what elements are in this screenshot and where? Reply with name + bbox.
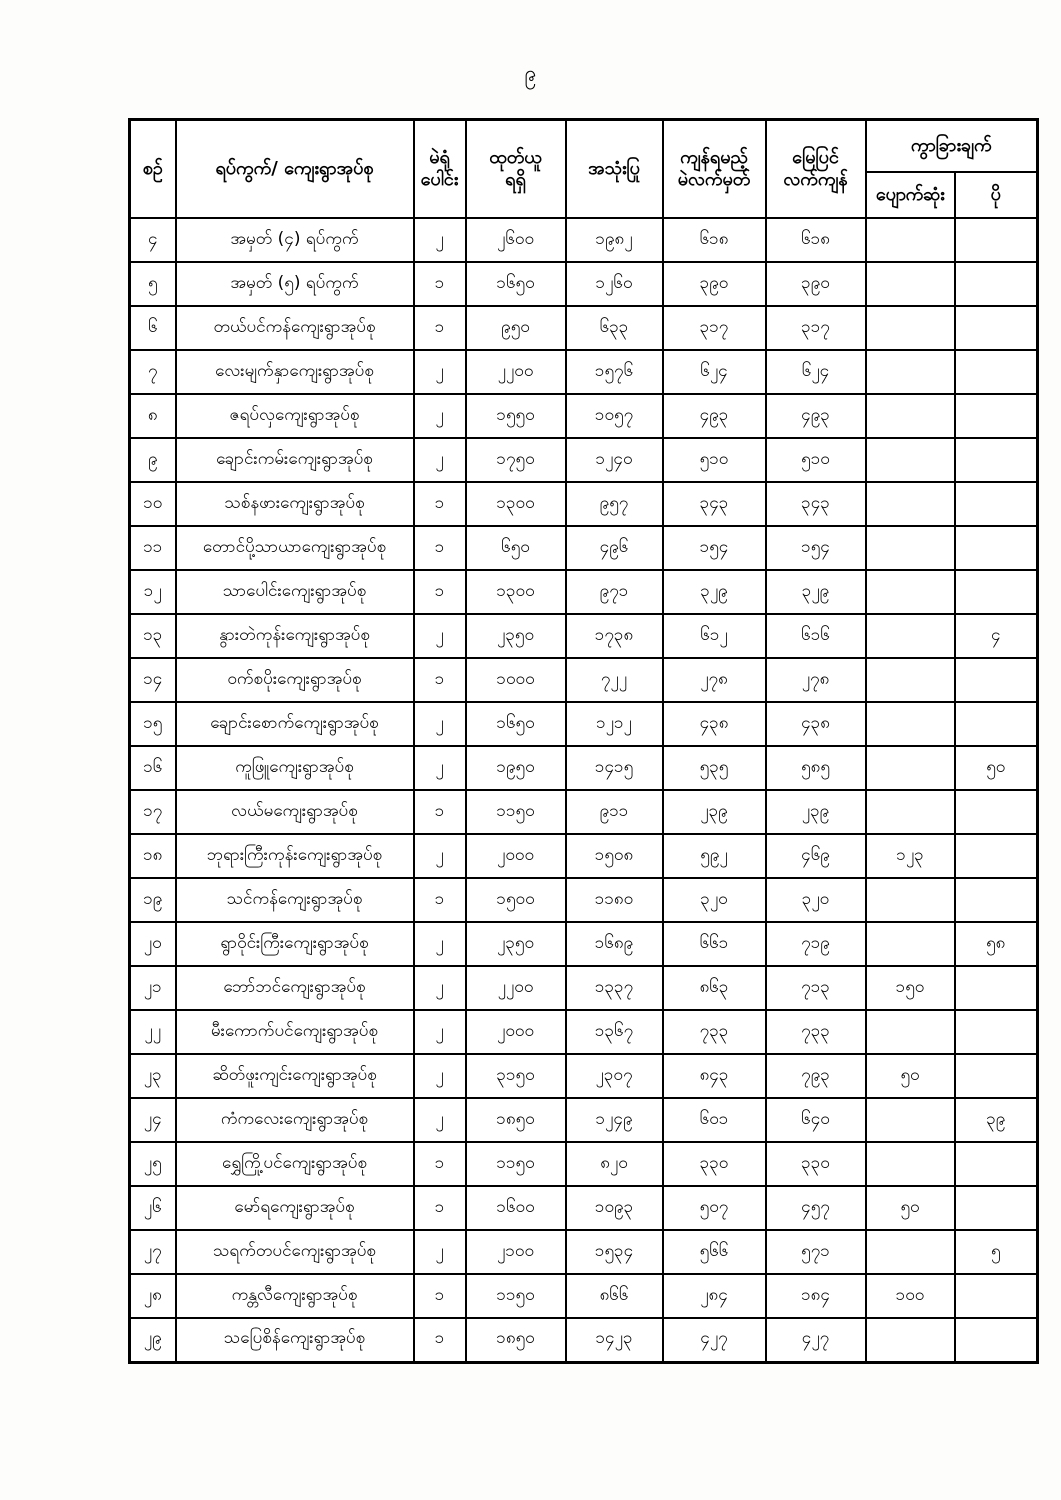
- cell-polling-stations: ၁: [414, 570, 466, 614]
- cell-ground-remaining: ၄၂၇: [766, 1318, 866, 1362]
- cell-polling-stations: ၂: [414, 438, 466, 482]
- cell-received: ၁၆၅၀: [466, 702, 566, 746]
- cell-lost: [866, 306, 955, 350]
- cell-used: ၁၂၁၂: [566, 702, 663, 746]
- cell-serial-no: ၂၂: [130, 1010, 176, 1054]
- cell-ground-remaining: ၆၁၆: [766, 614, 866, 658]
- cell-extra: [955, 218, 1038, 262]
- cell-ground-remaining: ၂၇၈: [766, 658, 866, 702]
- cell-polling-stations: ၂: [414, 614, 466, 658]
- cell-ward-village-name: နွားတဲကုန်းကျေးရွာအုပ်စု: [176, 614, 414, 658]
- header-expected-remaining: [663, 120, 766, 219]
- cell-received: ၂၂၀၀: [466, 350, 566, 394]
- table-header: [130, 120, 1038, 219]
- cell-received: ၉၅၀: [466, 306, 566, 350]
- cell-used: ၁၅၃၄: [566, 1230, 663, 1274]
- cell-ground-remaining: ၆၄၀: [766, 1098, 866, 1142]
- cell-used: ၉၅၇: [566, 482, 663, 526]
- cell-used: ၁၅၀၈: [566, 834, 663, 878]
- cell-used: ၈၂၀: [566, 1142, 663, 1186]
- cell-used: ၉၁၁: [566, 790, 663, 834]
- cell-extra: [955, 702, 1038, 746]
- table-row: [130, 1054, 1038, 1098]
- cell-extra: ၅၈: [955, 922, 1038, 966]
- cell-ground-remaining: ၇၁၉: [766, 922, 866, 966]
- cell-ground-remaining: ၃၂၉: [766, 570, 866, 614]
- cell-serial-no: ၁၅: [130, 702, 176, 746]
- cell-lost: ၅၀: [866, 1054, 955, 1098]
- cell-ward-village-name: ဆိတ်ဖူးကျင်းကျေးရွာအုပ်စု: [176, 1054, 414, 1098]
- cell-extra: [955, 262, 1038, 306]
- cell-serial-no: ၁၀: [130, 482, 176, 526]
- cell-ward-village-name: ကူဖြူကျေးရွာအုပ်စု: [176, 746, 414, 790]
- cell-expected-remaining: ၅၃၅: [663, 746, 766, 790]
- cell-lost: [866, 614, 955, 658]
- cell-expected-remaining: ၅၀၇: [663, 1186, 766, 1230]
- cell-lost: [866, 438, 955, 482]
- cell-used: ၁၄၂၃: [566, 1318, 663, 1362]
- cell-used: ၉၇၁: [566, 570, 663, 614]
- header-polling-stations-line2: ပေါင်း: [420, 169, 459, 190]
- cell-used: ၁၀၉၃: [566, 1186, 663, 1230]
- table-row: [130, 1186, 1038, 1230]
- cell-serial-no: ၂၁: [130, 966, 176, 1010]
- header-used: အသုံးပြု: [566, 120, 663, 219]
- cell-lost: [866, 1010, 955, 1054]
- cell-serial-no: ၂၉: [130, 1318, 176, 1362]
- cell-extra: [955, 1054, 1038, 1098]
- cell-polling-stations: ၁: [414, 526, 466, 570]
- cell-ward-village-name: လယ်မကျေးရွာအုပ်စု: [176, 790, 414, 834]
- cell-received: ၂၃၅၀: [466, 614, 566, 658]
- cell-extra: [955, 526, 1038, 570]
- cell-used: ၁၇၃၈: [566, 614, 663, 658]
- cell-extra: [955, 1318, 1038, 1362]
- cell-serial-no: ၉: [130, 438, 176, 482]
- cell-received: ၆၅၀: [466, 526, 566, 570]
- cell-lost: [866, 658, 955, 702]
- cell-extra: [955, 350, 1038, 394]
- cell-extra: [955, 790, 1038, 834]
- cell-serial-no: ၁၄: [130, 658, 176, 702]
- cell-serial-no: ၂၄: [130, 1098, 176, 1142]
- cell-ward-village-name: တောင်ပို့သာယာကျေးရွာအုပ်စု: [176, 526, 414, 570]
- cell-lost: ၁၅၀: [866, 966, 955, 1010]
- cell-received: ၂၂၀၀: [466, 966, 566, 1010]
- cell-lost: [866, 878, 955, 922]
- table-row: [130, 438, 1038, 482]
- cell-lost: [866, 746, 955, 790]
- header-polling-stations-line1: မဲရုံ: [429, 147, 450, 169]
- cell-ward-village-name: သစ်နဖားကျေးရွာအုပ်စု: [176, 482, 414, 526]
- cell-ground-remaining: ၇၃၃: [766, 1010, 866, 1054]
- cell-ward-village-name: မော်ရကျေးရွာအုပ်စု: [176, 1186, 414, 1230]
- cell-extra: [955, 1142, 1038, 1186]
- cell-expected-remaining: ၅၉၂: [663, 834, 766, 878]
- cell-polling-stations: ၂: [414, 702, 466, 746]
- cell-ground-remaining: ၄၆၉: [766, 834, 866, 878]
- cell-expected-remaining: ၄၉၃: [663, 394, 766, 438]
- cell-serial-no: ၅: [130, 262, 176, 306]
- cell-ground-remaining: ၅၈၅: [766, 746, 866, 790]
- cell-ward-village-name: သရက်တပင်ကျေးရွာအုပ်စု: [176, 1230, 414, 1274]
- cell-polling-stations: ၁: [414, 306, 466, 350]
- cell-expected-remaining: ၁၅၄: [663, 526, 766, 570]
- cell-serial-no: ၂၈: [130, 1274, 176, 1318]
- cell-ground-remaining: ၃၃၀: [766, 1142, 866, 1186]
- cell-received: ၁၈၅၀: [466, 1098, 566, 1142]
- cell-used: ၁၆၈၉: [566, 922, 663, 966]
- cell-expected-remaining: ၃၂၉: [663, 570, 766, 614]
- cell-extra: [955, 570, 1038, 614]
- cell-ground-remaining: ၃၁၇: [766, 306, 866, 350]
- cell-used: ၆၃၃: [566, 306, 663, 350]
- header-expected-remaining-line2: မဲလက်မှတ်: [677, 169, 751, 190]
- table-row: [130, 218, 1038, 262]
- table-row: [130, 834, 1038, 878]
- cell-polling-stations: ၁: [414, 262, 466, 306]
- table-row: [130, 526, 1038, 570]
- cell-used: ၁၂၆၀: [566, 262, 663, 306]
- cell-received: ၂၁၀၀: [466, 1230, 566, 1274]
- cell-received: ၁၀၀၀: [466, 658, 566, 702]
- cell-polling-stations: ၁: [414, 1318, 466, 1362]
- cell-received: ၁၁၅၀: [466, 1274, 566, 1318]
- cell-expected-remaining: ၇၃၃: [663, 1010, 766, 1054]
- cell-ground-remaining: ၆၁၈: [766, 218, 866, 262]
- cell-received: ၁၃၀၀: [466, 570, 566, 614]
- cell-ward-village-name: ရွှေကြို့ပင်ကျေးရွာအုပ်စု: [176, 1142, 414, 1186]
- cell-ward-village-name: ဘုရားကြီးကုန်းကျေးရွာအုပ်စု: [176, 834, 414, 878]
- cell-expected-remaining: ၅၁၀: [663, 438, 766, 482]
- cell-ward-village-name: သင်ကန်ကျေးရွာအုပ်စု: [176, 878, 414, 922]
- cell-extra: [955, 306, 1038, 350]
- table-row: [130, 262, 1038, 306]
- cell-extra: [955, 834, 1038, 878]
- cell-lost: ၁၂၃: [866, 834, 955, 878]
- cell-lost: [866, 350, 955, 394]
- cell-received: ၂၀၀၀: [466, 834, 566, 878]
- table-row: [130, 1230, 1038, 1274]
- header-received-line2: ရရှိ: [505, 169, 526, 190]
- cell-ward-village-name: ကန္တလီကျေးရွာအုပ်စု: [176, 1274, 414, 1318]
- table-row: [130, 1010, 1038, 1054]
- cell-extra: [955, 438, 1038, 482]
- cell-received: ၁၆၀၀: [466, 1186, 566, 1230]
- cell-expected-remaining: ၆၂၄: [663, 350, 766, 394]
- cell-lost: [866, 1318, 955, 1362]
- cell-extra: ၅: [955, 1230, 1038, 1274]
- cell-ground-remaining: ၆၂၄: [766, 350, 866, 394]
- cell-received: ၁၉၅၀: [466, 746, 566, 790]
- cell-extra: [955, 394, 1038, 438]
- cell-expected-remaining: ၄၃၈: [663, 702, 766, 746]
- cell-used: ၂၃၀၇: [566, 1054, 663, 1098]
- cell-ground-remaining: ၃၂၀: [766, 878, 866, 922]
- header-extra: ပို: [955, 172, 1038, 218]
- table-row: [130, 570, 1038, 614]
- cell-lost: [866, 790, 955, 834]
- cell-ward-village-name: ချောင်းကမ်းကျေးရွာအုပ်စု: [176, 438, 414, 482]
- cell-polling-stations: ၁: [414, 878, 466, 922]
- cell-ward-village-name: ဝက်စပိုးကျေးရွာအုပ်စု: [176, 658, 414, 702]
- cell-expected-remaining: ၅၆၆: [663, 1230, 766, 1274]
- page-number: ၉: [524, 61, 537, 85]
- cell-serial-no: ၈: [130, 394, 176, 438]
- table-row: [130, 350, 1038, 394]
- cell-used: ၁၃၃၇: [566, 966, 663, 1010]
- cell-received: ၁၆၅၀: [466, 262, 566, 306]
- cell-ward-village-name: သာပေါင်းကျေးရွာအုပ်စု: [176, 570, 414, 614]
- cell-lost: [866, 922, 955, 966]
- cell-lost: [866, 262, 955, 306]
- cell-extra: ၃၉: [955, 1098, 1038, 1142]
- cell-used: ၄၉၆: [566, 526, 663, 570]
- header-polling-stations: [414, 120, 466, 219]
- cell-ground-remaining: ၅၇၁: [766, 1230, 866, 1274]
- cell-extra: [955, 966, 1038, 1010]
- cell-extra: [955, 482, 1038, 526]
- cell-lost: [866, 394, 955, 438]
- table-row: [130, 790, 1038, 834]
- cell-polling-stations: ၁: [414, 790, 466, 834]
- cell-serial-no: ၁၇: [130, 790, 176, 834]
- cell-used: ၁၂၄၀: [566, 438, 663, 482]
- cell-used: ၁၂၄၉: [566, 1098, 663, 1142]
- cell-used: ၁၉၈၂: [566, 218, 663, 262]
- header-ground-remaining-line2: လက်ကျန်: [783, 169, 848, 190]
- header-lost: ပျောက်ဆုံး: [866, 172, 955, 218]
- header-serial-no: စဉ်: [130, 120, 176, 219]
- cell-expected-remaining: ၈၄၃: [663, 1054, 766, 1098]
- cell-polling-stations: ၁: [414, 1186, 466, 1230]
- cell-ward-village-name: ဘော်ဘင်ကျေးရွာအုပ်စု: [176, 966, 414, 1010]
- cell-serial-no: ၂၆: [130, 1186, 176, 1230]
- cell-received: ၁၃၀၀: [466, 482, 566, 526]
- cell-ground-remaining: ၄၉၃: [766, 394, 866, 438]
- cell-used: ၈၆၆: [566, 1274, 663, 1318]
- cell-ward-village-name: တယ်ပင်ကန်ကျေးရွာအုပ်စု: [176, 306, 414, 350]
- cell-polling-stations: ၂: [414, 746, 466, 790]
- cell-polling-stations: ၂: [414, 350, 466, 394]
- cell-serial-no: ၁၁: [130, 526, 176, 570]
- cell-polling-stations: ၁: [414, 658, 466, 702]
- header-difference: ကွာခြားချက်: [866, 120, 1038, 173]
- cell-serial-no: ၁၉: [130, 878, 176, 922]
- cell-lost: ၅၀: [866, 1186, 955, 1230]
- cell-polling-stations: ၂: [414, 394, 466, 438]
- table-row: [130, 746, 1038, 790]
- cell-lost: [866, 1098, 955, 1142]
- cell-expected-remaining: ၃၂၀: [663, 878, 766, 922]
- table-row: [130, 394, 1038, 438]
- cell-expected-remaining: ၆၀၁: [663, 1098, 766, 1142]
- cell-polling-stations: ၂: [414, 922, 466, 966]
- cell-used: ၁၃၆၇: [566, 1010, 663, 1054]
- cell-polling-stations: ၂: [414, 218, 466, 262]
- cell-extra: [955, 658, 1038, 702]
- cell-lost: [866, 482, 955, 526]
- cell-lost: [866, 1142, 955, 1186]
- cell-extra: ၅၀: [955, 746, 1038, 790]
- cell-serial-no: ၁၃: [130, 614, 176, 658]
- cell-polling-stations: ၂: [414, 834, 466, 878]
- table-row: [130, 1318, 1038, 1362]
- cell-ground-remaining: ၂၃၉: [766, 790, 866, 834]
- cell-polling-stations: ၂: [414, 1098, 466, 1142]
- cell-serial-no: ၁၂: [130, 570, 176, 614]
- cell-ward-village-name: သပြေစိန်ကျေးရွာအုပ်စု: [176, 1318, 414, 1362]
- cell-received: ၂၀၀၀: [466, 1010, 566, 1054]
- table-row: [130, 702, 1038, 746]
- cell-polling-stations: ၁: [414, 1274, 466, 1318]
- cell-ground-remaining: ၇၉၃: [766, 1054, 866, 1098]
- cell-serial-no: ၄: [130, 218, 176, 262]
- table-row: [130, 658, 1038, 702]
- cell-ward-village-name: လေးမျက်နှာကျေးရွာအုပ်စု: [176, 350, 414, 394]
- cell-used: ၇၂၂: [566, 658, 663, 702]
- cell-used: ၁၅၇၆: [566, 350, 663, 394]
- table-row: [130, 614, 1038, 658]
- cell-lost: [866, 570, 955, 614]
- cell-serial-no: ၂၇: [130, 1230, 176, 1274]
- cell-serial-no: ၇: [130, 350, 176, 394]
- table-body: [130, 218, 1038, 1362]
- cell-polling-stations: ၁: [414, 482, 466, 526]
- table-row: [130, 1142, 1038, 1186]
- table-row: [130, 878, 1038, 922]
- cell-ground-remaining: ၇၁၃: [766, 966, 866, 1010]
- cell-expected-remaining: ၃၉၀: [663, 262, 766, 306]
- table-row: [130, 1274, 1038, 1318]
- cell-lost: [866, 218, 955, 262]
- cell-expected-remaining: ၂၇၈: [663, 658, 766, 702]
- cell-ward-village-name: ရွာဝိုင်းကြီးကျေးရွာအုပ်စု: [176, 922, 414, 966]
- cell-ward-village-name: ချောင်းစောက်ကျေးရွာအုပ်စု: [176, 702, 414, 746]
- cell-expected-remaining: ၆၁၂: [663, 614, 766, 658]
- table-row: [130, 922, 1038, 966]
- cell-ward-village-name: ကံကလေးကျေးရွာအုပ်စု: [176, 1098, 414, 1142]
- cell-ward-village-name: မီးကောက်ပင်ကျေးရွာအုပ်စု: [176, 1010, 414, 1054]
- cell-expected-remaining: ၃၃၀: [663, 1142, 766, 1186]
- table-row: [130, 1098, 1038, 1142]
- cell-serial-no: ၂၃: [130, 1054, 176, 1098]
- cell-polling-stations: ၂: [414, 1054, 466, 1098]
- header-received: [466, 120, 566, 219]
- cell-polling-stations: ၂: [414, 966, 466, 1010]
- cell-lost: [866, 702, 955, 746]
- cell-serial-no: ၂၀: [130, 922, 176, 966]
- ballot-accounting-table: [128, 118, 1039, 1364]
- cell-extra: [955, 878, 1038, 922]
- cell-expected-remaining: ၃၄၃: [663, 482, 766, 526]
- cell-expected-remaining: ၄၂၇: [663, 1318, 766, 1362]
- cell-lost: [866, 1230, 955, 1274]
- cell-ground-remaining: ၁၈၄: [766, 1274, 866, 1318]
- header-ground-remaining-line1: မြေပြင်: [792, 147, 839, 169]
- table-row: [130, 306, 1038, 350]
- cell-ward-village-name: ဇရပ်လှကျေးရွာအုပ်စု: [176, 394, 414, 438]
- cell-expected-remaining: ၃၁၇: [663, 306, 766, 350]
- cell-received: ၂၃၅၀: [466, 922, 566, 966]
- cell-ward-village-name: အမှတ် (၄) ရပ်ကွက်: [176, 218, 414, 262]
- cell-received: ၁၁၅၀: [466, 1142, 566, 1186]
- cell-polling-stations: ၁: [414, 1142, 466, 1186]
- cell-ward-village-name: အမှတ် (၅) ရပ်ကွက်: [176, 262, 414, 306]
- cell-ground-remaining: ၄၃၈: [766, 702, 866, 746]
- cell-lost: [866, 526, 955, 570]
- cell-received: ၃၁၅၀: [466, 1054, 566, 1098]
- cell-extra: ၄: [955, 614, 1038, 658]
- cell-expected-remaining: ၂၃၉: [663, 790, 766, 834]
- cell-ground-remaining: ၅၁၀: [766, 438, 866, 482]
- header-ground-remaining: [766, 120, 866, 219]
- header-ward-village: ရပ်ကွက်/ ကျေးရွာအုပ်စု: [176, 120, 414, 219]
- cell-received: ၁၁၅၀: [466, 790, 566, 834]
- cell-polling-stations: ၂: [414, 1010, 466, 1054]
- cell-expected-remaining: ၂၈၄: [663, 1274, 766, 1318]
- cell-used: ၁၄၁၅: [566, 746, 663, 790]
- header-expected-remaining-line1: ကျန်ရမည့်: [680, 147, 748, 169]
- cell-serial-no: ၆: [130, 306, 176, 350]
- cell-used: ၁၀၅၇: [566, 394, 663, 438]
- cell-received: ၁၈၅၀: [466, 1318, 566, 1362]
- table-row: [130, 966, 1038, 1010]
- cell-ground-remaining: ၃၉၀: [766, 262, 866, 306]
- cell-lost: ၁၀၀: [866, 1274, 955, 1318]
- cell-polling-stations: ၂: [414, 1230, 466, 1274]
- cell-received: ၂၆၀၀: [466, 218, 566, 262]
- cell-ground-remaining: ၁၅၄: [766, 526, 866, 570]
- cell-ground-remaining: ၃၄၃: [766, 482, 866, 526]
- cell-extra: [955, 1010, 1038, 1054]
- header-received-line1: ထုတ်ယူ: [489, 147, 542, 169]
- cell-received: ၁၇၅၀: [466, 438, 566, 482]
- cell-extra: [955, 1274, 1038, 1318]
- table-row: [130, 482, 1038, 526]
- cell-received: ၁၅၅၀: [466, 394, 566, 438]
- cell-used: ၁၁၈၀: [566, 878, 663, 922]
- cell-extra: [955, 1186, 1038, 1230]
- cell-expected-remaining: ၈၆၃: [663, 966, 766, 1010]
- cell-expected-remaining: ၆၁၈: [663, 218, 766, 262]
- cell-serial-no: ၂၅: [130, 1142, 176, 1186]
- cell-received: ၁၅၀၀: [466, 878, 566, 922]
- cell-serial-no: ၁၈: [130, 834, 176, 878]
- cell-serial-no: ၁၆: [130, 746, 176, 790]
- cell-expected-remaining: ၆၆၁: [663, 922, 766, 966]
- cell-ground-remaining: ၄၅၇: [766, 1186, 866, 1230]
